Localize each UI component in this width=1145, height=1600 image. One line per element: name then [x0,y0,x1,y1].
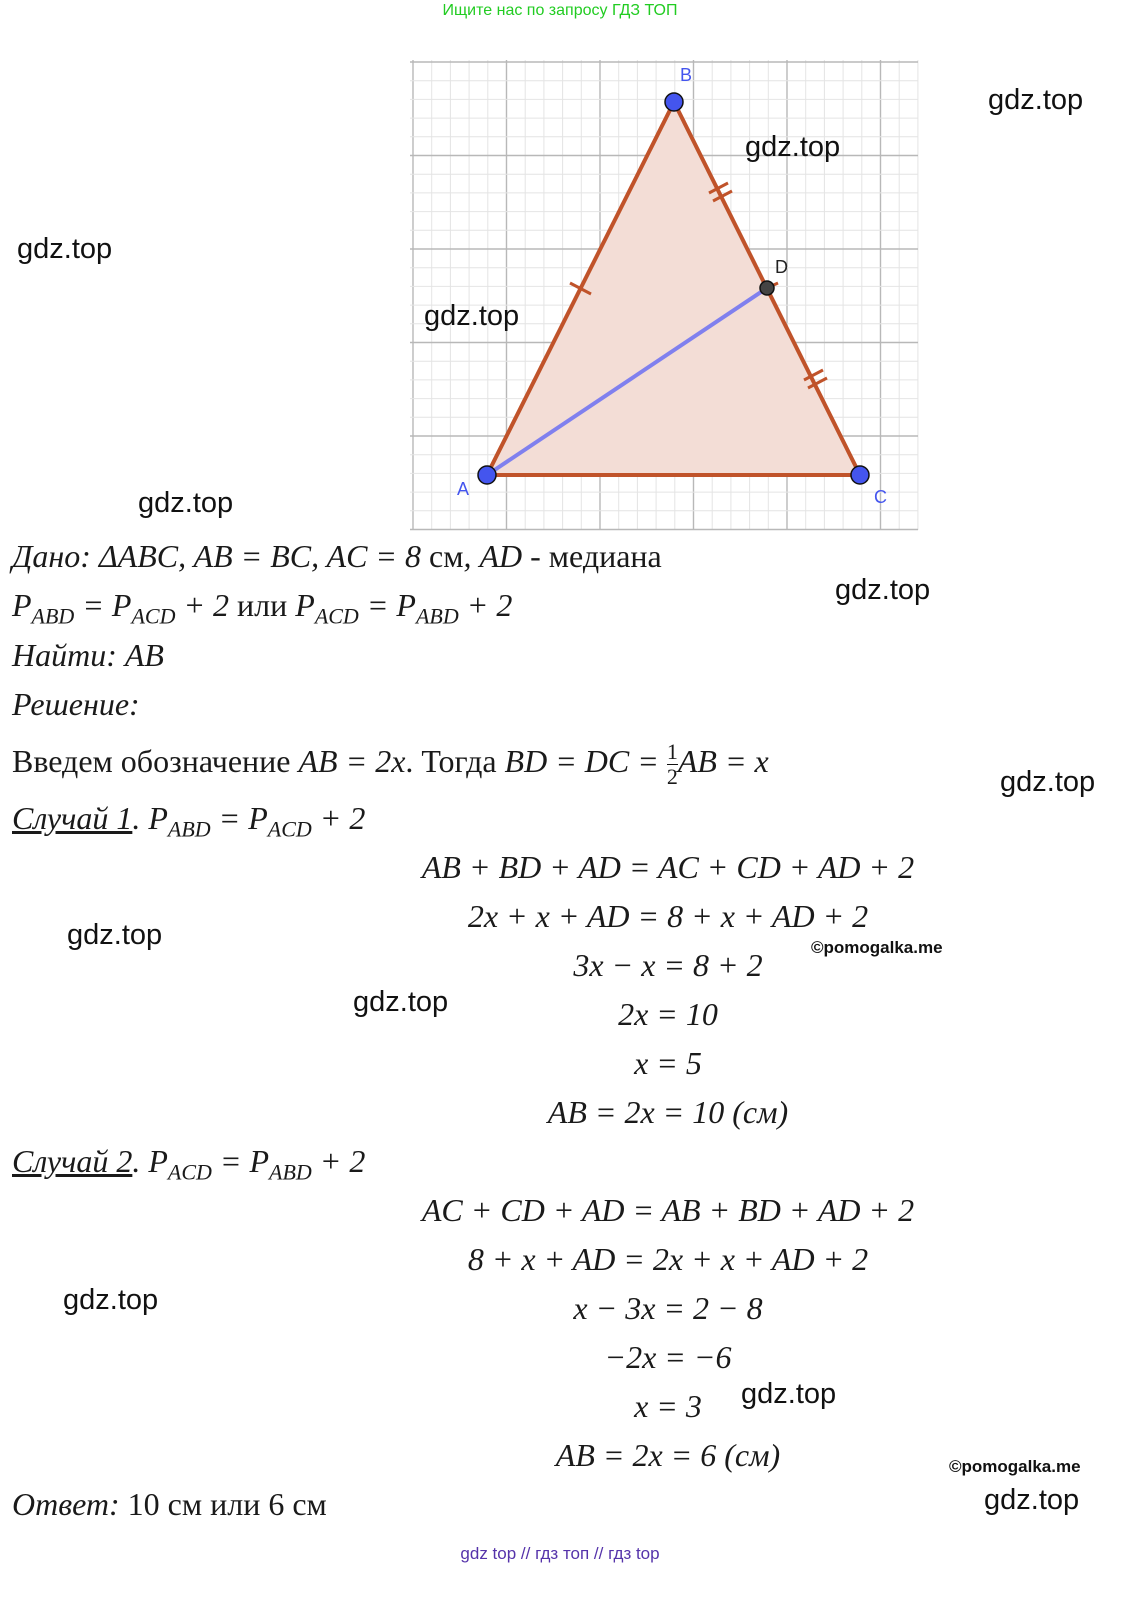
frac-den: 2 [666,764,678,789]
watermark: gdz.top [63,1284,159,1316]
intro-text2: . Тогда [405,742,497,779]
case2-step: AC + CD + AD = AB + BD + AD + 2 [421,1192,915,1228]
watermark: gdz.top [424,300,520,332]
case2-label: Случай 2 [12,1143,133,1179]
conditions-line: $P_{ABD} = P_{ACD} + 2$ или $P_{ACD} = P_{ABD} + 2$ [12,587,513,629]
watermark: gdz.top [741,1378,837,1410]
case2-step: AB = 2x = 6 (см) [555,1437,781,1473]
find-label: Найти [12,637,107,673]
answer-label: Ответ: [12,1486,120,1522]
intro-math3: AB = x [677,742,769,779]
answer-value: 10 см или 6 см [119,1486,327,1522]
case2-header: Случай 2. $P_{ACD} = P_{ABD} + 2$ [12,1143,366,1185]
case1-step: AB = 2x = 10 (см) [547,1094,789,1130]
given-median-name: , AD [463,538,523,574]
given-label: Дано [12,538,81,574]
watermark: gdz.top [67,919,163,951]
cond-or: или [237,587,288,623]
intro-math2: BD = DC = [504,742,659,779]
fraction-one-half [667,740,678,789]
answer-line [12,1486,327,1523]
footer-links[interactable]: gdz top // гдз топ // гдз top [460,1544,660,1563]
given-median: - медиана [522,538,662,574]
watermark: gdz.top [745,131,841,163]
given-unit: см [429,538,464,574]
case1-step: AB + BD + AD = AC + CD + AD + 2 [421,849,915,885]
copyright-mark: ©pomogalka.me [949,1457,1081,1476]
case2-step: x = 3 [634,1388,702,1424]
vertex-b [665,93,683,111]
watermark: gdz.top [138,487,234,519]
intro-text1: Введем обозначение [12,742,291,779]
case1-step: x = 5 [634,1045,702,1081]
top-banner: Ищите нас по запросу ГДЗ ТОП [442,2,678,19]
intro-line [12,740,769,789]
vertex-a [478,466,496,484]
copyright-mark: ©pomogalka.me [811,938,943,957]
case1-step: 3x − x = 8 + 2 [573,947,763,983]
watermark: gdz.top [1000,766,1096,798]
find-value: : AB [106,637,164,673]
watermark: gdz.top [835,574,931,606]
case2-step: x − 3x = 2 − 8 [573,1290,763,1326]
case2-step: −2x = −6 [604,1339,732,1375]
find-line [12,637,164,674]
case1-step: 2x = 10 [618,996,718,1032]
label-c: C [874,487,887,507]
label-b: B [680,65,693,85]
triangle-figure [410,60,922,535]
case1-step: 2x + x + AD = 8 + x + AD + 2 [467,898,869,934]
cond-part2: = P [366,587,416,623]
label-d: D [775,257,788,277]
given-line [12,538,662,575]
watermark: gdz.top [984,1484,1080,1516]
watermark: gdz.top [17,233,113,265]
intro-math1: AB = 2x [298,742,406,779]
solution-label: Решение: [12,686,140,722]
case2-step: 8 + x + AD = 2x + x + AD + 2 [467,1241,869,1277]
given-text: : ΔABC, AB = BC, AC = 8 [80,538,430,574]
watermark: gdz.top [353,986,449,1018]
case1-label: Случай 1 [12,800,133,836]
case1-header: Случай 1. $P_{ABD} = P_{ACD} + 2$ [12,800,366,842]
frac-num: 1 [666,739,678,764]
point-d [760,281,774,295]
label-a: A [457,479,470,499]
cond-part1: = P [82,587,132,623]
vertex-c [851,466,869,484]
watermark: gdz.top [988,84,1084,116]
